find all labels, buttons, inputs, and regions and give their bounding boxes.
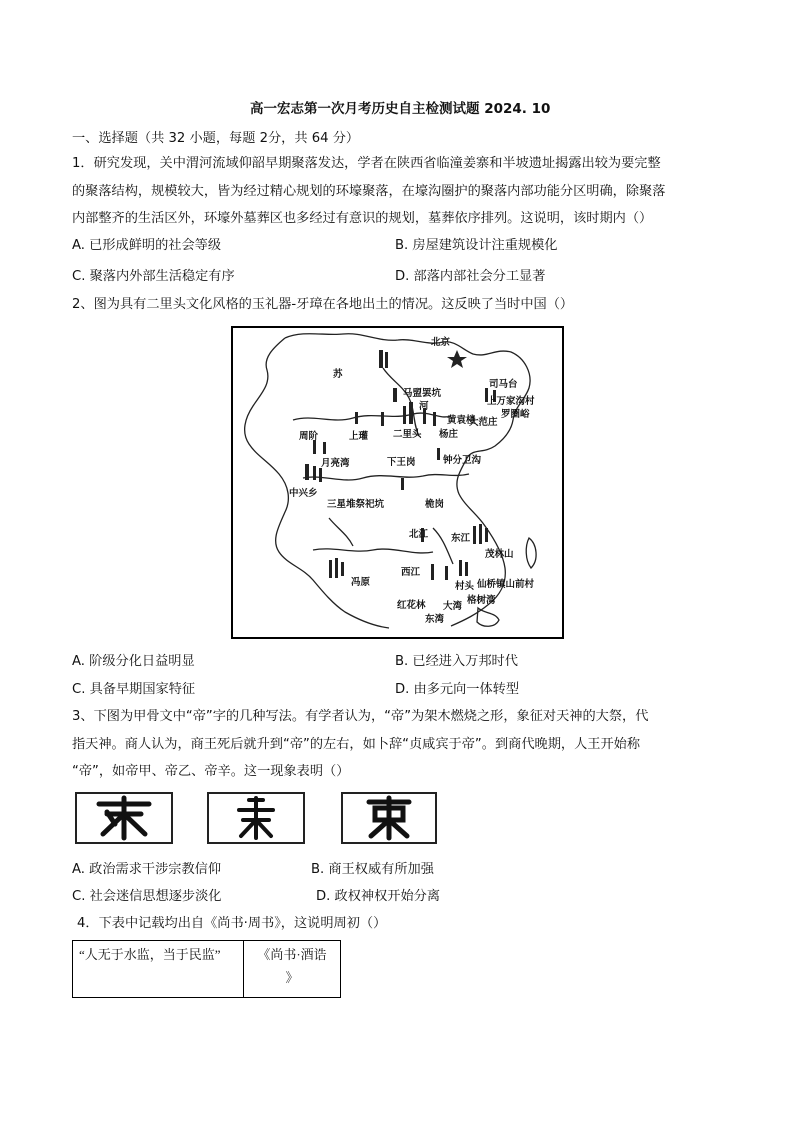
map-label-zhoupian: 周阶 xyxy=(299,431,319,442)
q3-line-2: 指天神。商人认为，商王死后就升到“帝”的左右，如卜辞“贞咸宾于帝”。到商代晚期，人王开始称 xyxy=(72,737,641,752)
q4-table xyxy=(72,940,341,998)
table-row xyxy=(73,941,341,998)
map-label-dongjiang: 东江 xyxy=(451,533,471,544)
q4-source-cell xyxy=(244,941,341,998)
q1-option-c: C. 聚落内外部生活稳定有序 xyxy=(72,269,235,284)
oracle-glyph-3 xyxy=(341,792,437,844)
q4-quote: “人无于水监，当于民监” xyxy=(79,947,221,962)
page-title: 高一宏志第一次月考历史自主检测试题 2024. 10 xyxy=(250,101,551,117)
di-glyph-2-icon xyxy=(209,794,303,842)
map-label-zhongxingxiang: 中兴乡 xyxy=(289,488,318,499)
china-map-outline xyxy=(233,328,562,637)
map-label-dafanzhuang: 大范庄 xyxy=(469,417,498,428)
map-label-sanxingdui: 三星堆祭祀坑 xyxy=(327,499,385,510)
oracle-glyph-1 xyxy=(75,792,173,844)
map-label-shangfan: 上瓘 xyxy=(349,431,369,442)
di-glyph-3-icon xyxy=(343,794,435,842)
map-label-simaao: 司马台 xyxy=(489,379,518,390)
map-label-shangwan: 上万家沟村 xyxy=(487,396,535,407)
map-label-getuwan: 格树湾 xyxy=(467,595,496,606)
q3-line-3: “帝”，如帝甲、帝乙、帝辛。这一现象表明（） xyxy=(72,764,350,779)
q3-option-a: A. 政治需求干涉宗教信仰 xyxy=(72,862,222,877)
q4-quote-cell xyxy=(73,941,244,998)
q1-line-1: 1．研究发现，关中渭河流域仰韶早期聚落发达，学者在陕西省临潼姜寨和半坡遗址揭露出较为要完整 xyxy=(72,156,661,171)
map-label-erlitou: 二里头 xyxy=(393,429,422,440)
map-label-fengyuan: 冯原 xyxy=(351,577,371,588)
q2-option-c: C. 具备早期国家特征 xyxy=(72,682,196,697)
q4-source-line-2: 》 xyxy=(285,970,299,985)
map-figure xyxy=(231,326,564,639)
map-label-xiawanggang: 下王岗 xyxy=(387,457,416,468)
q3-option-d: D. 政权神权开始分离 xyxy=(316,889,441,904)
q2-option-d: D. 由多元向一体转型 xyxy=(395,682,520,697)
q1-option-a: A. 已形成鲜明的社会等级 xyxy=(72,238,222,253)
oracle-glyph-2 xyxy=(207,792,305,844)
map-label-dongwan: 东湾 xyxy=(425,614,445,625)
map-label-beijiang: 北江 xyxy=(409,529,429,540)
map-label-beijing: 北京 xyxy=(431,337,451,348)
q4-stem: 4．下表中记载均出自《尚书·周书》，这说明周初（） xyxy=(77,916,387,931)
q1-line-2: 的聚落结构，规模较大，皆为经过精心规划的环壕聚落，在壕沟圈护的聚落内部功能分区明确，除聚落 xyxy=(72,184,666,199)
map-label-he: 河 xyxy=(419,401,429,412)
di-glyph-1-icon xyxy=(77,794,171,842)
q3-option-b: B. 商王权威有所加强 xyxy=(311,862,434,877)
section-heading: 一、选择题（共 32 小题，每题 2分，共 64 分） xyxy=(72,131,360,146)
map-label-huangdaling: 黄袁楼 xyxy=(447,415,476,426)
q1-option-d: D. 部落内部社会分工显著 xyxy=(395,269,546,284)
q1-option-b: B. 房屋建筑设计注重规模化 xyxy=(395,238,558,253)
map-label-luoquanyu: 罗圈峪 xyxy=(501,409,530,420)
map-label-yangzhuang: 杨庄 xyxy=(439,429,459,440)
q2-option-b: B. 已经进入万邦时代 xyxy=(395,654,518,669)
map-label-tougou: 村头 xyxy=(455,581,475,592)
q2-option-a: A. 阶级分化日益明显 xyxy=(72,654,195,669)
map-label-zhongfen: 钟分卫沟 xyxy=(443,455,482,466)
q4-source-line-1: 《尚书·酒诰 xyxy=(257,947,327,962)
map-label-huangang: 桅岗 xyxy=(425,499,445,510)
map-label-su: 苏 xyxy=(333,369,343,380)
map-label-xijiang: 西江 xyxy=(401,567,421,578)
q1-line-3: 内部整齐的生活区外，环壕外墓葬区也多经过有意识的规划，墓葬依序排列。这说明，该时期内（） xyxy=(72,211,653,226)
q2-stem: 2、图为具有二里头文化风格的玉礼器-牙璋在各地出土的情况。这反映了当时中国（） xyxy=(72,297,574,312)
map-label-maolinshan: 茂林山 xyxy=(485,549,514,560)
map-label-honghualin: 红花林 xyxy=(397,600,426,611)
map-label-yuexiu: 月亮湾 xyxy=(321,458,350,469)
map-label-dawan: 大湾 xyxy=(443,601,463,612)
q3-line-1: 3、下图为甲骨文中“帝”字的几种写法。有学者认为，“帝”为架木燃烧之形，象征对天神的大祭，代 xyxy=(72,709,649,724)
map-label-xianqiao: 仙桥镇山前村 xyxy=(477,579,535,590)
q3-option-c: C. 社会迷信思想逐步淡化 xyxy=(72,889,222,904)
map-label-ma: 马盟罢坑 xyxy=(403,388,442,399)
